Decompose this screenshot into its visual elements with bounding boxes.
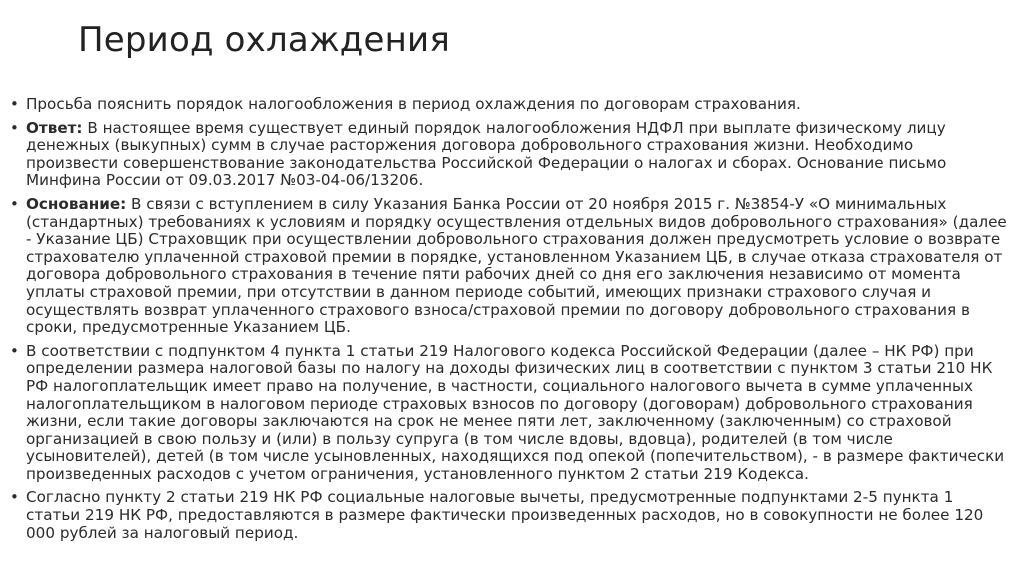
- bullet-text: В соответствии с подпунктом 4 пункта 1 статьи 219 Налогового кодекса Российской Федерации (далее – НК РФ) при определении размера налоговой базы по налогу на доходы физических лиц в соответствии с пунктом 3 статьи 210 НК РФ налогоплательщик имеет право на получение, в частности, социального налогового вычета в сумме уплаченных налогоплательщиком в налоговом периоде страховых взносов по договору (договорам) добровольного страхования жизни, если такие договоры заключаются на срок не менее пяти лет, заключенному (заключенным) со страховой организацией в свою пользу и (или) в пользу супруга (в том числе вдовы, вдовца), родителей (в том числе усыновителей), детей (в том числе усыновленных, находящихся под опекой (попечительством), - в размере фактически произведенных расходов с учетом ограничения, установленного пунктом 2 статьи 219 Кодекса.: [26, 341, 1005, 483]
- bullet-text: В настоящее время существует единый порядок налогообложения НДФЛ при выплате физическому лицу денежных (выкупных) сумм в случае расторжения договора добровольного страхования жизни. Необходимо произвести совершенствование законодательства Российской Федерации о налогах и сборах. Основание письмо Минфина России от 09.03.2017 №03-04-06/13206.: [26, 118, 947, 190]
- page-title: Период охлаждения: [78, 20, 451, 60]
- bullet-text: В связи с вступлением в силу Указания Банка России от 20 ноября 2015 г. №3854-У «О минимальных (стандартных) требованиях к условиям и порядку осуществления отдельных видов добровольного страхования» (далее - Указание ЦБ) Страховщик при осуществлении добровольного страхования должен предусмотреть условие о возврате страхователю уплаченной страховой премии в порядке, установленном Указанием ЦБ, в случае отказа страхователя от договора добровольного страхования в течение пяти рабочих дней со дня его заключения независимо от момента уплаты страховой премии, при отсутствии в данном периоде событий, имеющих признаки страхового случая и осуществлять возврат уплаченного страхового взноса/страховой премии по договору добровольного страхования в сроки, предусмотренные Указанием ЦБ.: [26, 194, 1007, 337]
- list-item: [10, 96, 1010, 114]
- bullet-icon: •: [10, 341, 19, 360]
- bullet-text: Просьба пояснить порядок налогообложения в период охлаждения по договорам страхования.: [26, 95, 801, 113]
- list-item: [10, 120, 1010, 190]
- list-item: [10, 196, 1010, 337]
- bullet-icon: •: [10, 194, 19, 213]
- bullet-icon: •: [10, 95, 19, 113]
- bullet-lead: Основание:: [26, 194, 127, 213]
- list-item: [10, 343, 1010, 484]
- bullet-list: [10, 96, 1010, 542]
- slide-content: [10, 96, 1010, 548]
- list-item: [10, 489, 1010, 542]
- bullet-lead: Ответ:: [26, 118, 83, 137]
- bullet-text: Согласно пункту 2 статьи 219 НК РФ социальные налоговые вычеты, предусмотренные подпунктами 2-5 пункта 1 статьи 219 НК РФ, предоставляются в размере фактически произведенных расходов, но в совокупности не более 120 000 рублей за налоговый период.: [26, 488, 984, 542]
- bullet-icon: •: [10, 118, 19, 137]
- bullet-icon: •: [10, 488, 19, 507]
